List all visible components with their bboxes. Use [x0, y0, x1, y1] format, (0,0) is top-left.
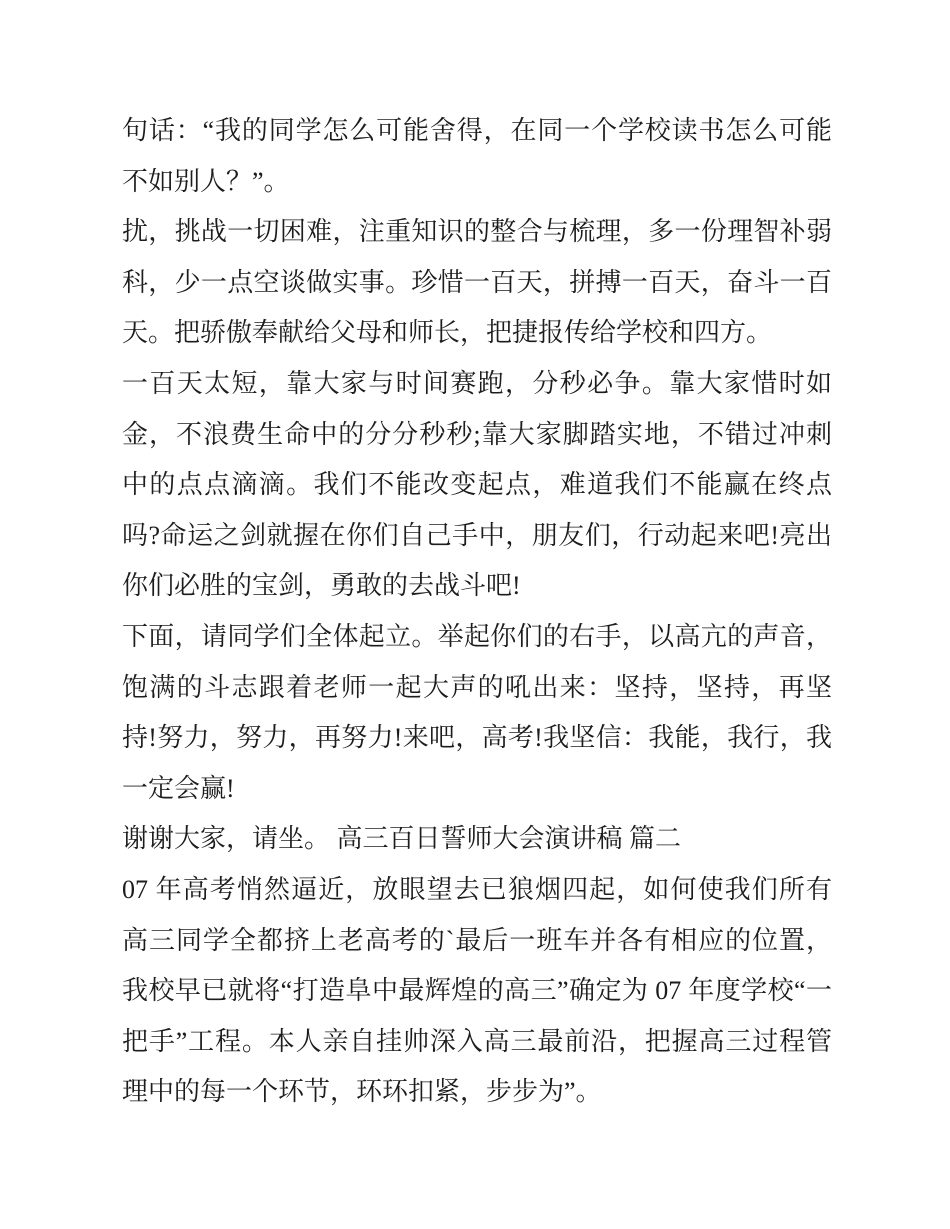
text-line: 扰，挑战一切困难，注重知识的整合与梳理，多一份理智补弱	[122, 217, 832, 247]
text-line: 句话：“我的同学怎么可能舍得，在同一个学校读书怎么可能	[122, 116, 832, 145]
text-line: 持!努力，努力，再努力!来吧，高考!我坚信：我能，我行，我	[122, 723, 832, 753]
text-line: 天。把骄傲奉献给父母和师长，把捷报传给学校和四方。	[122, 318, 773, 348]
text-line: 高三同学全都挤上老高考的`最后一班车并各有相应的位置，	[122, 925, 832, 955]
text-line: 把手”工程。本人亲自挂帅深入高三最前沿，把握高三过程管	[122, 1026, 832, 1056]
text-line: 07 年高考悄然逼近，放眼望去已狼烟四起，如何使我们所有	[122, 874, 832, 904]
text-line: 吗?命运之剑就握在你们自己手中，朋友们，行动起来吧!亮出	[122, 520, 832, 550]
text-line: 一定会赢!	[122, 773, 235, 803]
text-line: 谢谢大家，请坐。 高三百日誓师大会演讲稿 篇二	[122, 824, 682, 854]
text-line: 不如别人？”。	[122, 166, 290, 196]
text-line: 你们必胜的宝剑，勇敢的去战斗吧!	[122, 571, 521, 601]
text-line: 金，不浪费生命中的分分秒秒;靠大家脚踏实地，不错过冲刺	[122, 419, 832, 449]
speech-text-block	[122, 106, 832, 1118]
text-line: 下面，请同学们全体起立。举起你们的右手，以高亢的声音，	[122, 621, 832, 651]
text-line: 中的点点滴滴。我们不能改变起点，难道我们不能赢在终点	[122, 470, 832, 500]
text-line: 一百天太短，靠大家与时间赛跑，分秒必争。靠大家惜时如	[122, 368, 832, 398]
text-line: 我校早已就将“打造阜中最辉煌的高三”确定为 07 年度学校“一	[122, 976, 832, 1006]
text-line: 科，少一点空谈做实事。珍惜一百天，拼搏一百天，奋斗一百	[122, 267, 832, 297]
text-line: 饱满的斗志跟着老师一起大声的吼出来：坚持，坚持，再坚	[122, 672, 832, 702]
text-line: 理中的每一个环节，环环扣紧，步步为”。	[122, 1077, 602, 1107]
